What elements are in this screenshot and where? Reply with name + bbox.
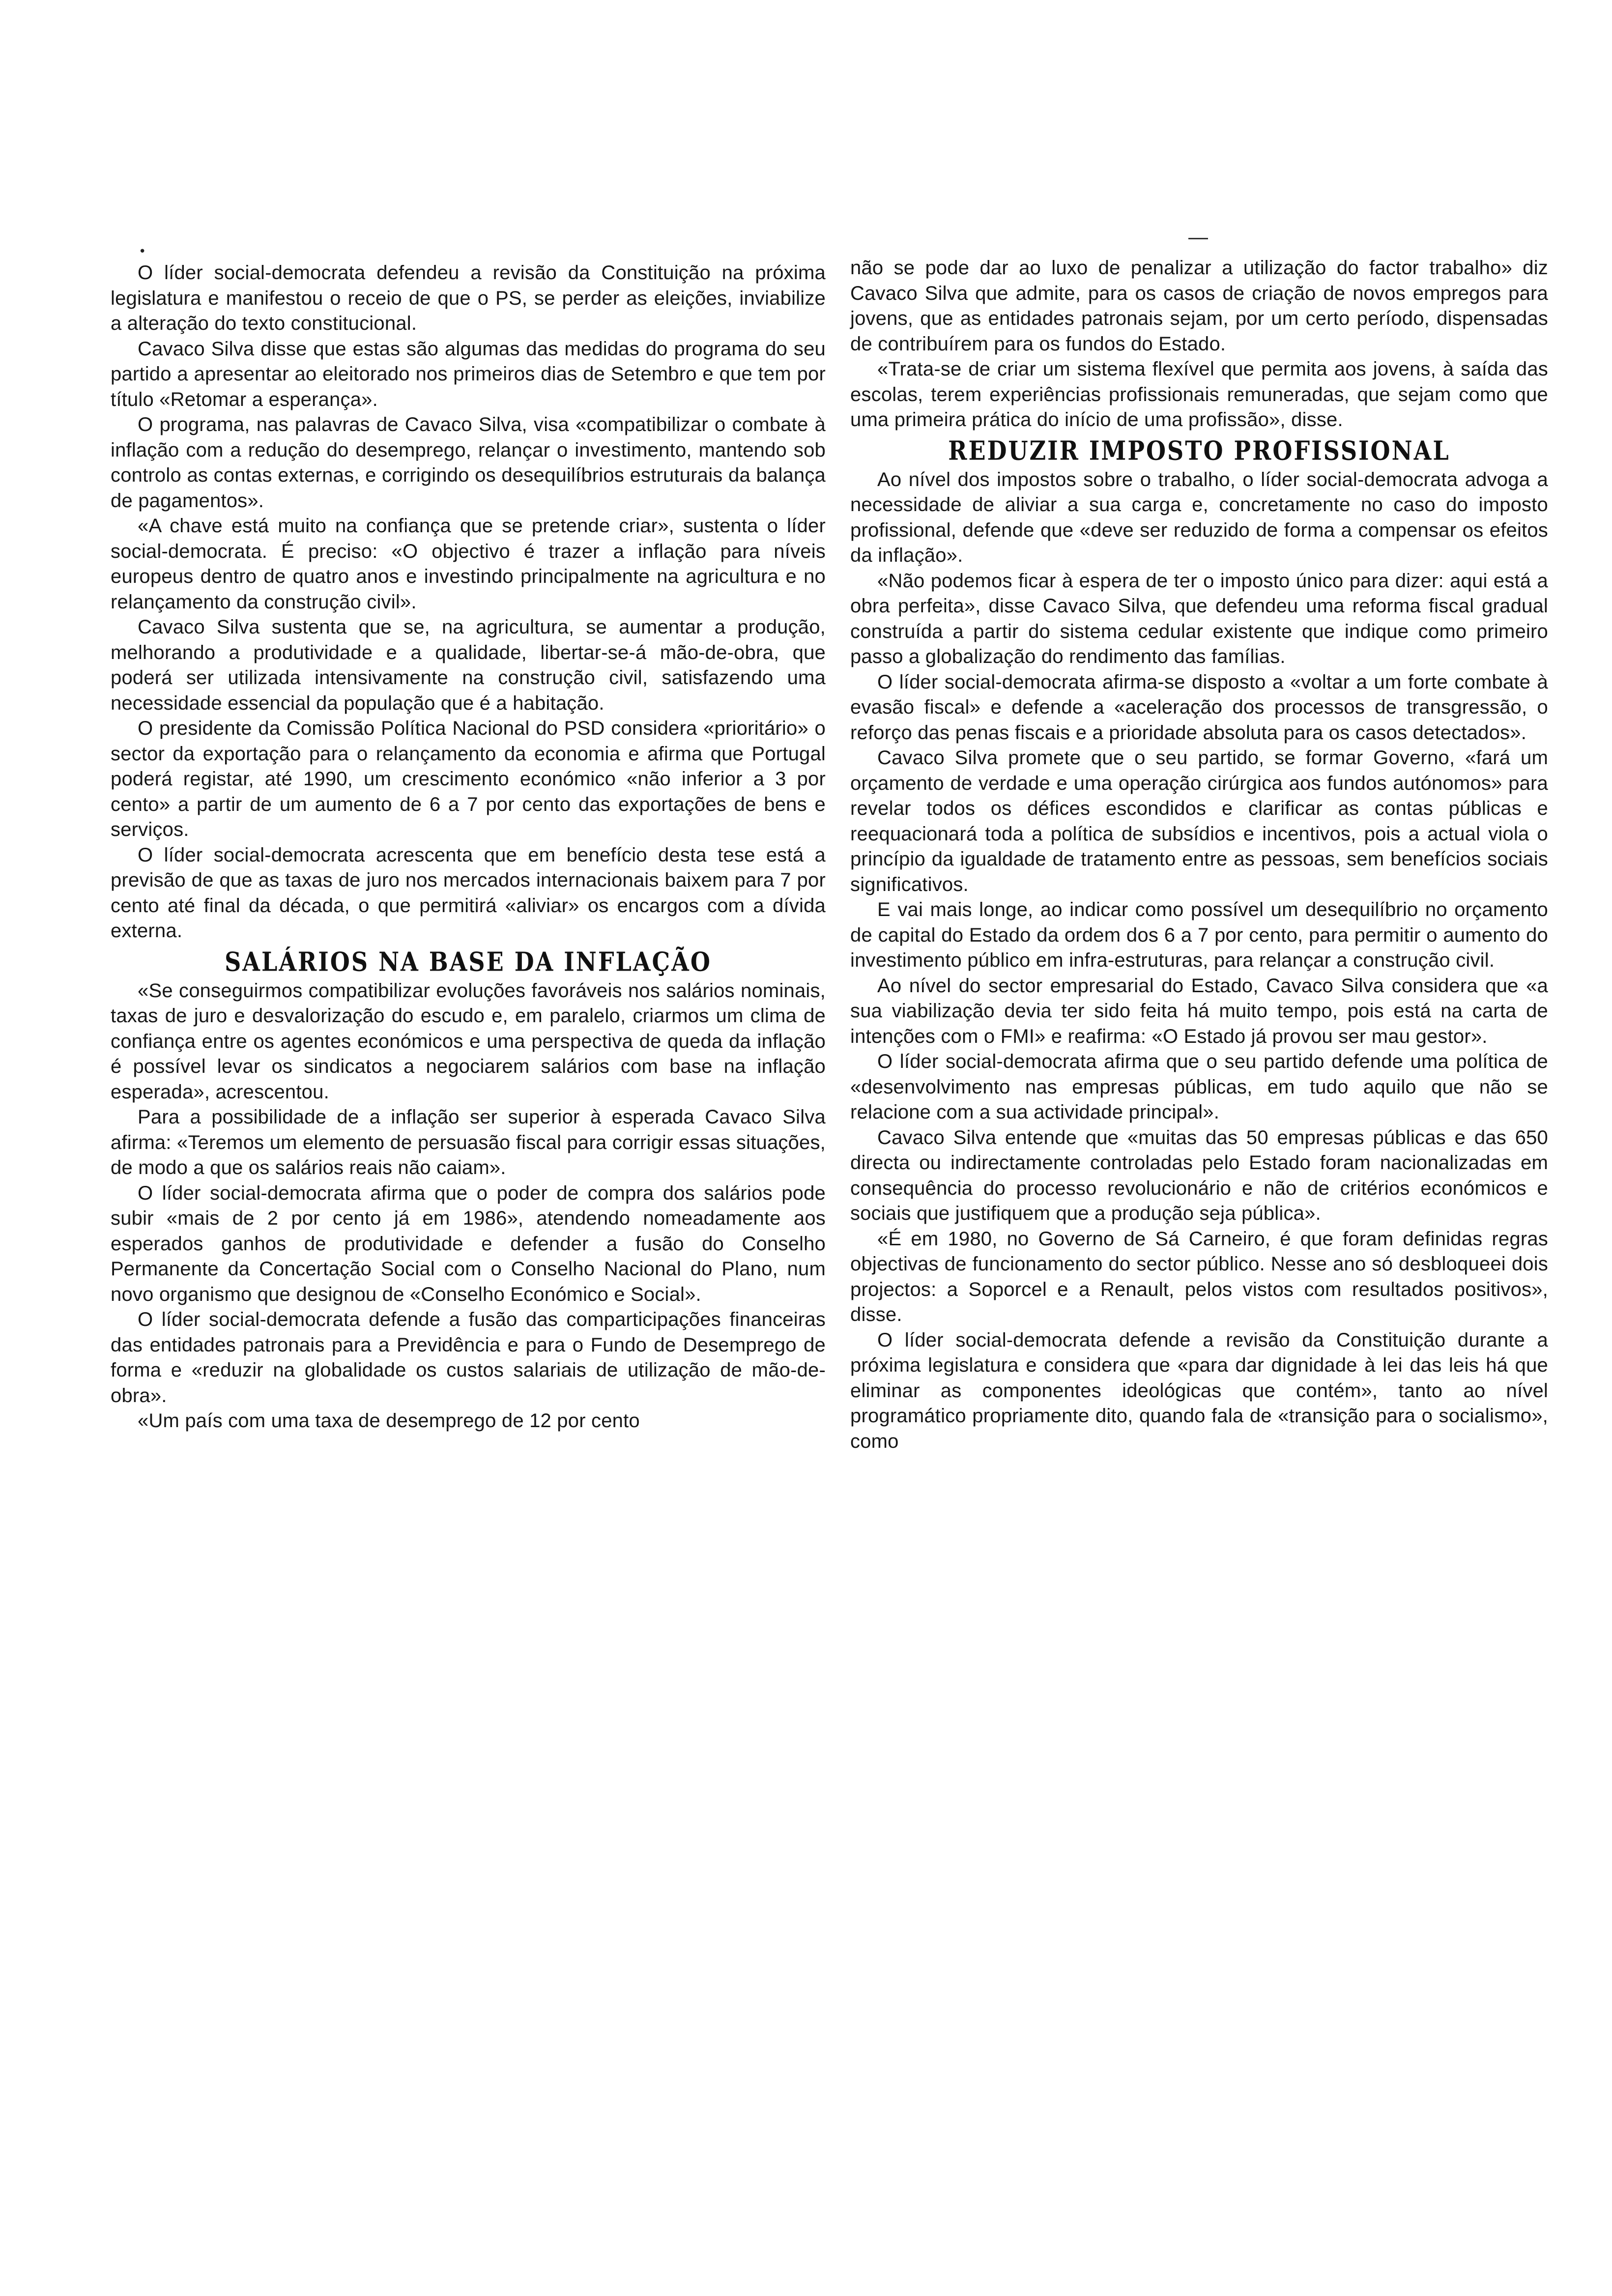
section-subheading: REDUZIR IMPOSTO PROFISSIONAL — [948, 435, 1450, 466]
article-paragraph: O líder social-democrata acrescenta que em benefício desta tese está a previsão de que as taxas de juro nos mercados internacionais baixem para 7 por cento até final da década, o que permitirá «aliviar» os encargos com a dívida externa. — [111, 844, 826, 942]
article-paragraph: Ao nível dos impostos sobre o trabalho, o líder social-democrata advoga a necessidade de aliviar a sua carga e, concretamente no caso do imposto profissional, defende que «deve ser reduzido de forma a compensar os efeitos da inflação». — [850, 468, 1548, 566]
article-paragraph: não se pode dar ao luxo de penalizar a utilização do factor trabalho» diz Cavaco Silva que admite, para os casos de criação de novos empregos para jovens, que as entidades patronais sejam, por um certo período, dispensadas de contribuírem para os fundos do Estado. — [850, 257, 1548, 355]
article-paragraph: «É em 1980, no Governo de Sá Carneiro, é que foram definidas regras objectivas de funcionamento do sector público. Nesse ano só desbloqueei dois projectos: a Soporcel e a Renault, pelos vistos com resultados positivos», disse. — [850, 1228, 1548, 1325]
article-paragraph: Cavaco Silva entende que «muitas das 50 empresas públicas e das 650 directa ou indirectamente controladas pelo Estado foram nacionalizadas em consequência do processo revolucionário e não de critérios económicos e sociais que justifiquem que a produção seja pública». — [850, 1126, 1548, 1224]
article-paragraph: Ao nível do sector empresarial do Estado, Cavaco Silva considera que «a sua viabilização devia ter sido feita há muito tempo, pois está na carta de intenções com o FMI» e reafirma: «O Estado já provou ser mau gestor». — [850, 975, 1548, 1047]
article-paragraph: Cavaco Silva disse que estas são algumas das medidas do programa do seu partido a apresentar ao eleitorado nos primeiros dias de Setembro e que tem por título «Retomar a esperança». — [111, 338, 826, 410]
article-paragraph: «A chave está muito na confiança que se pretende criar», sustenta o líder social-democrata. É preciso: «O objectivo é trazer a inflação para níveis europeus dentro de quatro anos e investindo principalmente na agricultura e no relançamento da construção civil». — [111, 515, 826, 613]
article-paragraph: Cavaco Silva sustenta que se, na agricultura, se aumentar a produção, melhorando a produtividade e a qualidade, libertar-se-á mão-de-obra, que poderá ser utilizada intensivamente na construção civil, satisfazendo uma necessidade essencial da população que é a habitação. — [111, 616, 826, 714]
article-paragraph: O líder social-democrata afirma que o poder de compra dos salários pode subir «mais de 2 por cento já em 1986», atendendo nomeadamente aos esperados ganhos de produtividade e defender a fusão do Conselho Permanente da Concertação Social com o Conselho Nacional do Plano, num novo organismo que designou de «Conselho Económico e Social». — [111, 1182, 826, 1305]
article-paragraph: O líder social-democrata defendeu a revisão da Constituição na próxima legislatura e manifestou o receio de que o PS, se perder as eleições, inviabilize a alteração do texto constitucional. — [111, 262, 826, 334]
article-paragraph: O líder social-democrata defende a fusão das comparticipações financeiras das entidades patronais para a Previdência e para o Fundo de Desemprego de forma e «reduzir na globalidade os custos salariais de utilização de mão-de-obra». — [111, 1309, 826, 1406]
top-dash-mark — [1188, 238, 1208, 239]
section-subheading: SALÁRIOS NA BASE DA INFLAÇÃO — [225, 946, 712, 977]
article-paragraph: Cavaco Silva promete que o seu partido, se formar Governo, «fará um orçamento de verdade e uma operação cirúrgica aos fundos autónomos» para revelar todos os défices escondidos e clarificar as contas públicas e reequacionará toda a política de subsídios e incentivos, pois a actual viola o princípio da igualdade de tratamento entre as pessoas, sem benefícios sociais significativos. — [850, 747, 1548, 895]
article-paragraph: Para a possibilidade de a inflação ser superior à esperada Cavaco Silva afirma: «Teremos um elemento de persuasão fiscal para corrigir essas situações, de modo a que os salários reais não caiam». — [111, 1106, 826, 1178]
article-paragraph: O líder social-democrata afirma-se disposto a «voltar a um forte combate à evasão fiscal» e defende a «aceleração dos processos de transgressão, o reforço das penas fiscais e a prioridade absoluta para os casos detectados». — [850, 671, 1548, 744]
article-paragraph: O presidente da Comissão Política Nacional do PSD considera «prioritário» o sector da exportação para o relançamento da economia e afirma que Portugal poderá registar, até 1990, um crescimento económico «não inferior a 3 por cento» a partir de um aumento de 6 a 7 por cento das exportações de bens e serviços. — [111, 718, 826, 840]
article-paragraph: O programa, nas palavras de Cavaco Silva, visa «compatibilizar o combate à inflação com a redução do desemprego, relançar o investimento, mantendo sob controlo as contas externas, e corrigindo os desequilíbrios estruturais da balança de pagamentos». — [111, 414, 826, 512]
article-paragraph: O líder social-democrata afirma que o seu partido defende uma política de «desenvolvimento nas empresas públicas, em tudo aquilo que não se relacione com a sua actividade principal». — [850, 1051, 1548, 1123]
paragraph-marker-icon: • — [139, 244, 146, 259]
article-paragraph: «Se conseguirmos compatibilizar evoluções favoráveis nos salários nominais, taxas de juro e desvalorização do escudo e, em paralelo, criarmos um clima de confiança entre os agentes económicos e uma perspectiva de queda da inflação é possível levar os sindicatos a negociarem salários com base na inflação esperada», acrescentou. — [111, 979, 826, 1103]
article-paragraph: «Não podemos ficar à espera de ter o imposto único para dizer: aqui está a obra perfeita», disse Cavaco Silva, que defendeu uma reforma fiscal gradual construída a partir do sistema cedular existente que indique como primeiro passo a globalização do rendimento das famílias. — [850, 570, 1548, 667]
article-paragraph: O líder social-democrata defende a revisão da Constituição durante a próxima legislatura e considera que «para dar dignidade à lei das leis há que eliminar as componentes ideológicas que contém», tanto ao nível programático propriamente dito, quando fala de «transição para o socialismo», como — [850, 1329, 1548, 1452]
article-paragraph: «Trata-se de criar um sistema flexível que permita aos jovens, à saída das escolas, terem experiências profissionais remuneradas, que sejam como que uma primeira prática do início de uma profissão», disse. — [850, 358, 1548, 430]
article-left-column — [111, 260, 826, 1434]
article-paragraph: «Um país com uma taxa de desemprego de 12 por cento — [138, 1410, 640, 1432]
article-right-column — [850, 256, 1548, 1454]
article-paragraph: E vai mais longe, ao indicar como possível um desequilíbrio no orçamento de capital do Estado da ordem dos 6 a 7 por cento, para permitir o aumento do investimento público em infra-estruturas, para relançar a construção civil. — [850, 899, 1548, 971]
